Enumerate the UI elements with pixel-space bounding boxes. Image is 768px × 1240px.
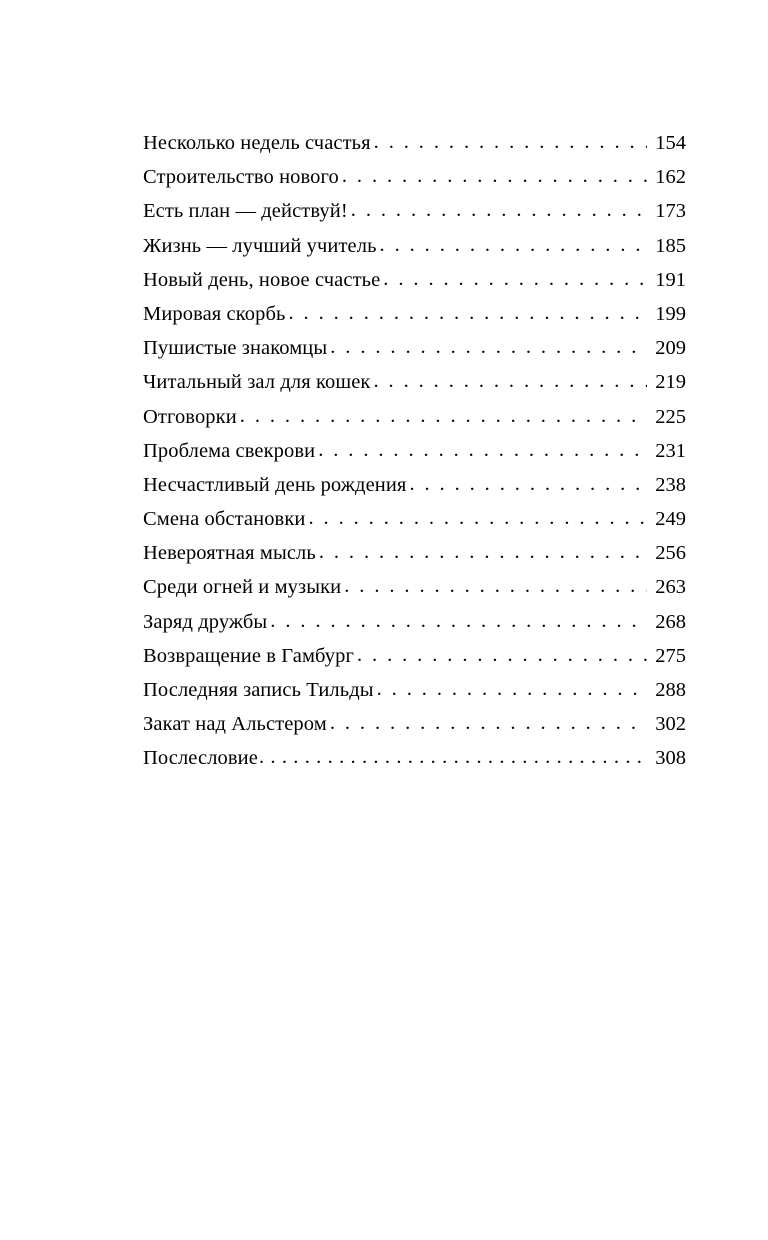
toc-entry[interactable] [143,372,686,406]
toc-entry[interactable] [143,475,686,509]
toc-leader-dots [357,645,647,666]
toc-entry-page-number: 173 [655,200,686,223]
toc-leader-dots [330,713,647,734]
toc-entry-title: Закат над Альстером [143,713,327,736]
toc-entry[interactable] [143,509,686,543]
toc-entry[interactable] [143,577,686,611]
toc-entry[interactable] [143,133,686,167]
toc-leader-dots [374,132,647,153]
toc-entry-title: Новый день, новое счастье [143,268,381,291]
toc-entry-page-number: 268 [655,610,686,633]
toc-entry[interactable] [143,270,686,304]
toc-entry[interactable] [143,441,686,475]
toc-leader-dots [240,406,647,427]
toc-leader-dots [308,508,647,529]
toc-entry-page-number: 191 [655,268,686,291]
toc-entry-title: Жизнь — лучший учитель [143,234,377,257]
toc-leader-dots [377,679,647,700]
toc-entry-title: Читальный зал для кошек [143,371,371,394]
toc-entry-page-number: 238 [655,473,686,496]
toc-entry-page-number: 288 [655,679,686,701]
toc-entry[interactable] [143,646,686,680]
toc-leader-dots [319,542,647,563]
toc-entry-title: Отговорки [143,405,237,428]
toc-leader-dots [330,337,647,358]
toc-leader-dots [373,371,647,392]
toc-entry-title: Мировая скорбь [143,302,286,325]
toc-entry-title: Невероятная мысль [143,542,316,565]
toc-entry[interactable] [143,304,686,338]
toc-entry-page-number: 302 [655,713,686,736]
toc-entry-page-number: 209 [655,337,686,360]
toc-entry-title: Последняя запись Тильды [143,679,374,701]
toc-entry[interactable] [143,748,686,782]
toc-entry-page-number: 231 [655,439,686,462]
toc-entry-title: Возвращение в Гамбург [143,644,354,667]
toc-entry-title: Несколько недель счастья [143,132,371,154]
toc-entry-title: Заряд дружбы [143,610,268,633]
toc-entry[interactable] [143,338,686,372]
toc-entry-page-number: 308 [655,747,686,770]
toc-entry-page-number: 199 [655,302,686,325]
toc-entry-title: Смена обстановки [143,508,306,531]
toc-entry-title: Несчастливый день рождения [143,473,407,496]
toc-entry-page-number: 225 [655,405,686,428]
toc-entry-page-number: 154 [655,132,686,154]
toc-entry-page-number: 249 [655,508,686,531]
toc-entry-page-number: 219 [655,371,686,394]
toc-entry-title: Послесловие [143,747,258,770]
toc-leader-dots [342,166,647,187]
toc-leader-dots [409,474,647,495]
toc-entry-title: Строительство нового [143,166,339,189]
toc-entry[interactable] [143,201,686,235]
toc-entry-page-number: 263 [655,576,686,599]
toc-entry-page-number: 162 [655,166,686,189]
toc-entry-title: Пушистые знакомцы [143,337,328,360]
toc-leader-dots [318,440,647,461]
toc-entry[interactable] [143,543,686,577]
toc-entry-title: Есть план — действуй! [143,200,348,223]
toc-entry-page-number: 256 [655,542,686,565]
toc-entry[interactable] [143,714,686,748]
toc-leader-dots [259,747,647,768]
toc-entry-page-number: 185 [655,234,686,257]
toc-entry[interactable] [143,680,686,714]
toc-entry[interactable] [143,236,686,270]
table-of-contents [143,133,686,783]
toc-leader-dots [288,303,647,324]
toc-entry[interactable] [143,612,686,646]
toc-entry-page-number: 275 [655,644,686,667]
toc-entry-title: Среди огней и музыки [143,576,342,599]
toc-leader-dots [380,235,647,256]
toc-leader-dots [344,576,647,597]
toc-entry-title: Проблема свекрови [143,439,316,462]
toc-leader-dots [383,269,647,290]
toc-entry[interactable] [143,167,686,201]
toc-entry[interactable] [143,407,686,441]
toc-leader-dots [351,200,647,221]
toc-leader-dots [270,611,647,632]
